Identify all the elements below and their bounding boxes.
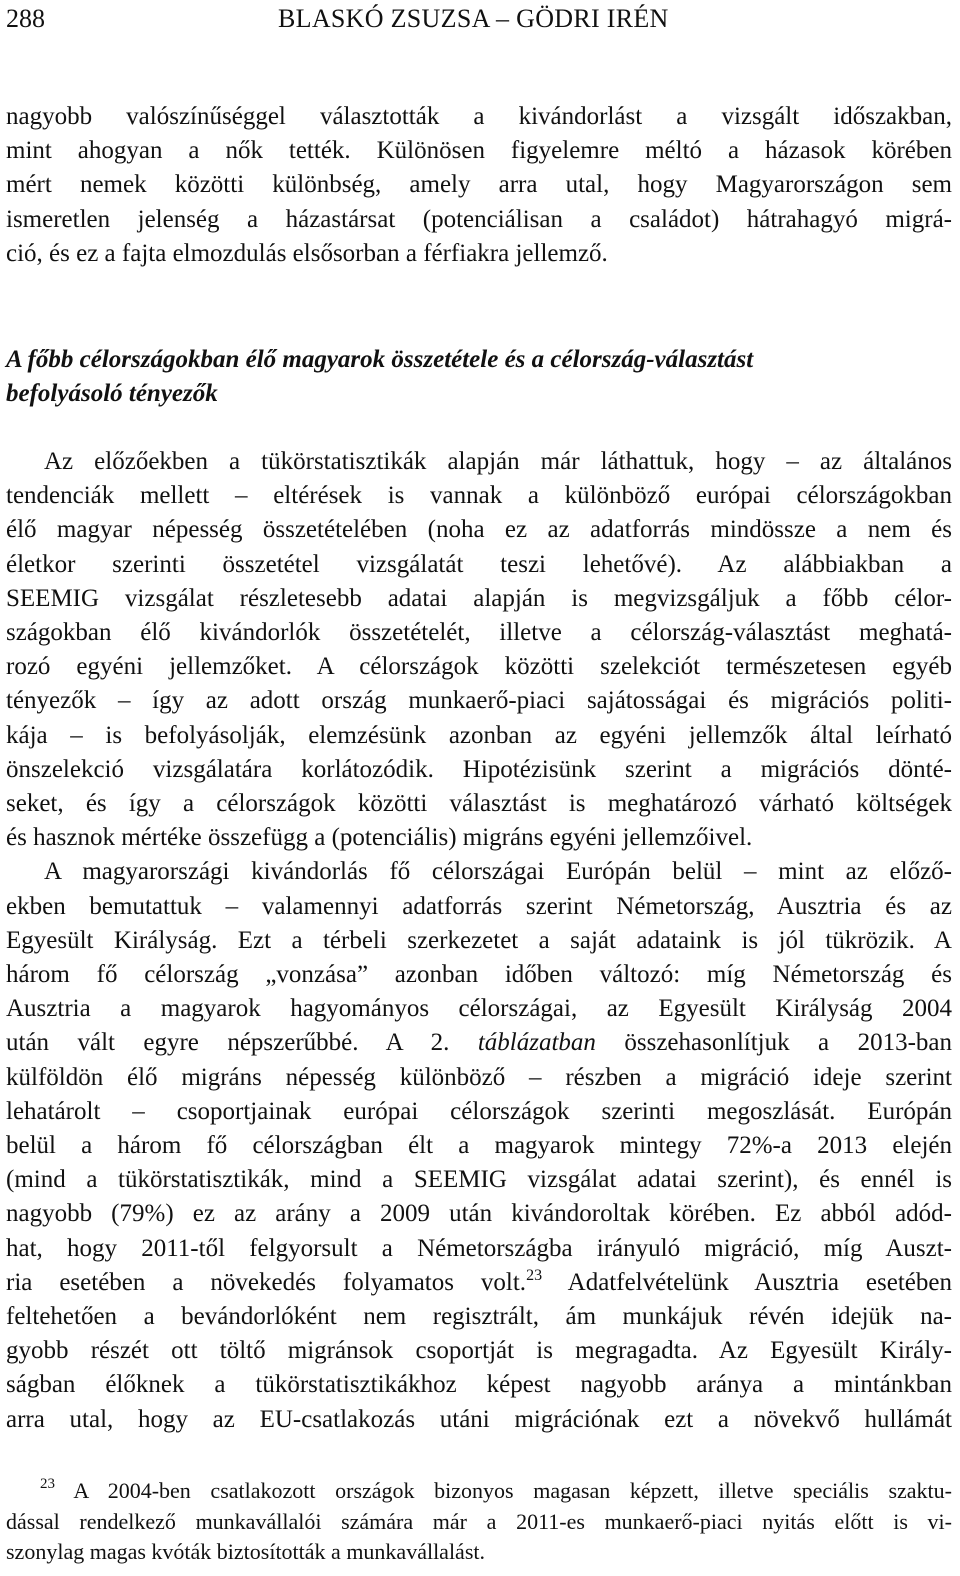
table-reference: táblázatban — [477, 1029, 596, 1057]
text-line: A magyarországi kivándorlás fő célországai Európán belül – mint az előző- — [44, 858, 952, 886]
footnote-line: szonylag magas kvóták biztosították a munkavállalást. — [6, 1539, 485, 1564]
text-line: mint ahogyan a nők tették. Különösen figyelemre méltó a házasok körében — [6, 137, 952, 165]
text-line: kája – is befolyásolják, elemzésünk azonban az egyéni jellemzők által leírható — [6, 721, 952, 749]
text-line — [6, 1266, 952, 1300]
text-line: ekben bemutattuk – valamennyi adatforrás szerint Németország, Ausztria és az — [6, 892, 952, 920]
text-segment: Adatfelvételünk Ausztria esetében — [542, 1268, 952, 1296]
text-segment: után vált egyre népszerűbbé. A 2. — [6, 1029, 450, 1057]
footnote-number: 23 — [40, 1476, 55, 1492]
text-line: gyobb részét ott töltő migránsok csoportját is megragadta. Az Egyesült Király- — [6, 1337, 952, 1365]
text-line: és hasznok mértéke összefügg a (potenciális) migráns egyéni jellemzőivel. — [6, 824, 753, 852]
text-line: nagyobb valószínűséggel választották a kivándorlást a vizsgált időszakban, — [6, 103, 952, 130]
footnote-reference[interactable]: 23 — [526, 1266, 543, 1284]
text-line: mért nemek közötti különbség, amely arra utal, hogy Magyarországon sem — [6, 171, 952, 199]
text-line: külföldön élő migráns népesség különböző – részben a migráció ideje szerint — [6, 1063, 952, 1091]
section-heading — [6, 343, 952, 411]
body-text — [6, 445, 952, 1437]
text-line: ismeretlen jelenség a házastársat (potenciálisan a családot) hátrahagyó migrá- — [6, 205, 952, 233]
text-line: tényezők – így az adott ország munkaerő-piaci sajátosságai és migrációs politi- — [6, 687, 952, 715]
footnote-line — [6, 1476, 952, 1507]
text-line: nagyobb (79%) ez az arány a 2009 után kivándoroltak körében. Ez abból adód- — [6, 1200, 952, 1228]
text-line: hat, hogy 2011-től felgyorsult a Németországba irányuló migráció, míg Auszt- — [6, 1234, 952, 1262]
text-line: arra utal, hogy az EU-csatlakozás utáni migrációnak ezt a növekvő hullámát — [6, 1405, 952, 1433]
text-line: SEEMIG vizsgálat részletesebb adatai alapján is megvizsgáljuk a főbb célor- — [6, 584, 952, 612]
text-line: ció, és ez a fajta elmozdulás elsősorban a férfiakra jellemző. — [6, 239, 608, 267]
text-line: három fő célország „vonzása” azonban időben változó: míg Németország és — [6, 961, 952, 989]
paragraph-destinations — [6, 445, 952, 855]
text-line: feltehetően a bevándorlóként nem regisztrált, ám munkájuk révén idejük na- — [6, 1303, 952, 1331]
running-header — [6, 2, 952, 36]
text-line: lehatárolt – csoportjainak európai célországok szerinti megoszlását. Európán — [6, 1097, 952, 1125]
text-line: szágokban élő kivándorlók összetételét, illetve a célország-választást meghatá- — [6, 619, 952, 647]
text-line: Az előzőekben a tükörstatisztikák alapján már láthattuk, hogy – az általános — [44, 448, 952, 475]
text-line: Ausztria a magyarok hagyományos célországai, az Egyesült Királyság 2004 — [6, 995, 952, 1023]
text-line: tendenciák mellett – eltérések is vannak a különböző európai célországokban — [6, 482, 952, 510]
paragraph-intro — [6, 100, 952, 271]
section-heading-line: befolyásoló tényezők — [6, 380, 218, 408]
text-line: seket, és így a célországok közötti választást is meghatározó várható költségek — [6, 790, 952, 818]
text-line: rozó egyéni jellemzőket. A célországok közötti szelekciót természetesen egyéb — [6, 653, 952, 681]
page-number: 288 — [6, 4, 45, 33]
text-line: ságban élőknek a tükörstatisztikákhoz képest nagyobb aránya a mintánkban — [6, 1371, 952, 1399]
text-line — [6, 1026, 952, 1060]
text-line: (mind a tükörstatisztikák, mind a SEEMIG vizsgálat adatai szerint), és ennél is — [6, 1166, 952, 1194]
text-line: önszelekció vizsgálatára korlátozódik. Hipotézisünk szerint a migrációs dönté- — [6, 755, 952, 783]
text-line: belül a három fő célországban élt a magyarok mintegy 72%-a 2013 elején — [6, 1132, 952, 1160]
footnote-text: A 2004-ben csatlakozott országok bizonyos magasan képzett, illetve speciális szaktu- — [55, 1478, 952, 1503]
text-line: Egyesült Királyság. Ezt a térbeli szerkezetet a saját adataink is jól tükrözik. A — [6, 926, 952, 954]
footnote-line: dással rendelkező munkavállalói számára már a 2011-es munkaerő-piaci nyitás előtt is vi- — [6, 1508, 952, 1534]
text-segment: összehasonlítjuk a 2013-ban — [595, 1029, 952, 1057]
section-heading-line: A főbb célországokban élő magyarok összetétele és a célország-választást — [6, 346, 754, 373]
text-segment: ria esetében a növekedés folyamatos volt. — [6, 1268, 527, 1296]
text-line: életkor szerinti összetétel vizsgálatát teszi lehetővé). Az alábbiakban a — [6, 550, 952, 578]
footnote — [6, 1476, 952, 1568]
paragraph-main-destinations — [6, 855, 952, 1436]
text-line: élő magyar népesség összetételében (noha ez az adatforrás mindössze a nem és — [6, 516, 952, 544]
running-title: BLASKÓ ZSUZSA – GÖDRI IRÉN — [278, 4, 669, 33]
